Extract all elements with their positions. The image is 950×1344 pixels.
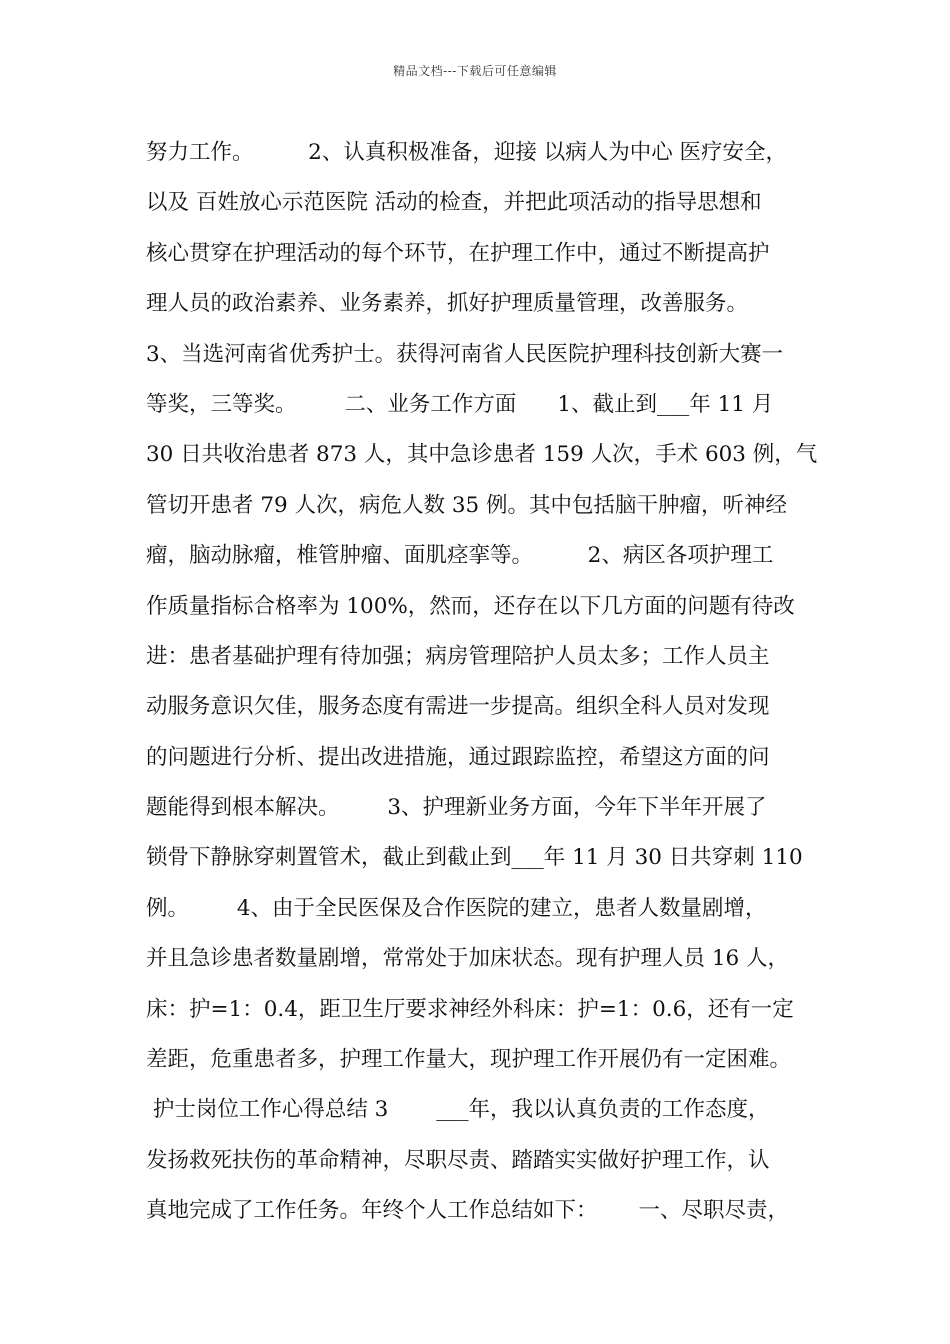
text-line: 动服务意识欠佳，服务态度有需进一步提高。组织全科人员对发现 bbox=[146, 694, 770, 720]
text-line: 3、当选河南省优秀护士。获得河南省人民医院护理科技创新大赛一 bbox=[146, 341, 784, 367]
text-line: 努力工作。 2、认真积极准备，迎接 以病人为中心 医疗安全， bbox=[146, 140, 788, 165]
text-line: 等奖，三等奖。 二、业务工作方面 1、截止到___年 11 月 bbox=[146, 391, 774, 417]
text-line: 发扬救死扶伤的革命精神，尽职尽责、踏踏实实做好护理工作，认 bbox=[146, 1147, 770, 1173]
text-line: 床：护=1：0.4，距卫生厅要求神经外科床：护=1：0.6，还有一定 bbox=[146, 996, 794, 1022]
page-header: 精品文档---下载后可任意编辑 bbox=[393, 64, 557, 78]
text-line: 理人员的政治素养、业务素养，抓好护理质量管理，改善服务。 bbox=[146, 291, 749, 317]
text-line: 瘤，脑动脉瘤，椎管肿瘤、面肌痉挛等。 2、病区各项护理工 bbox=[146, 543, 774, 569]
text-line: 管切开患者 79 人次，病危人数 35 例。其中包括脑干肿瘤，听神经 bbox=[146, 492, 788, 518]
text-line: 真地完成了工作任务。年终个人工作总结如下： 一、尽职尽责， bbox=[146, 1198, 790, 1224]
text-line: 护士岗位工作心得总结 3 ___年，我以认真负责的工作态度， bbox=[146, 1097, 770, 1123]
text-line: 核心贯穿在护理活动的每个环节，在护理工作中，通过不断提高护 bbox=[146, 240, 770, 266]
text-line: 以及 百姓放心示范医院 活动的检查，并把此项活动的指导思想和 bbox=[146, 190, 762, 216]
text-line: 题能得到根本解决。 3、护理新业务方面，今年下半年开展了 bbox=[146, 795, 767, 821]
text-line: 并且急诊患者数量剧增，常常处于加床状态。现有护理人员 16 人， bbox=[146, 946, 790, 972]
text-line: 作质量指标合格率为 100%，然而，还存在以下几方面的问题有待改 bbox=[146, 593, 795, 619]
text-line: 锁骨下静脉穿刺置管术，截止到截止到___年 11 月 30 日共穿刺 110 bbox=[146, 845, 803, 871]
text-line: 例。 4、由于全民医保及合作医院的建立，患者人数量剧增， bbox=[146, 895, 767, 921]
text-line: 差距，危重患者多，护理工作量大，现护理工作开展仍有一定困难。 bbox=[146, 1047, 792, 1073]
text-line: 30 日共收治患者 873 人，其中急诊患者 159 人次，手术 603 例，气 bbox=[146, 442, 818, 468]
text-line: 进：患者基础护理有待加强；病房管理陪护人员太多；工作人员主 bbox=[146, 643, 770, 669]
body-text bbox=[146, 128, 846, 1237]
text-line: 的问题进行分析、提出改进措施，通过跟踪监控，希望这方面的问 bbox=[146, 744, 770, 770]
